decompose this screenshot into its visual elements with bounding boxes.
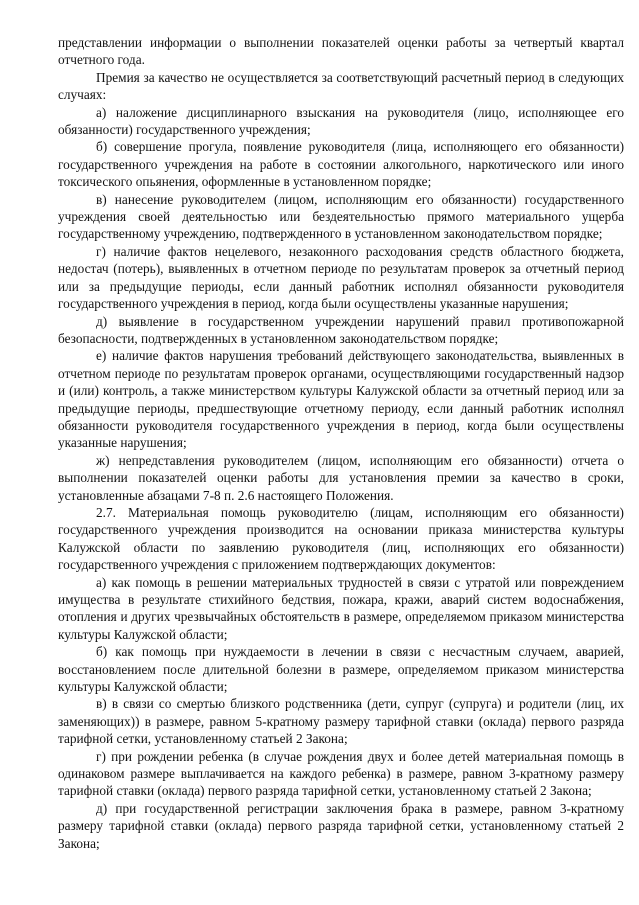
list-item-b: б) совершение прогула, появление руководителя (лица, исполняющего его обязанности) государственного учреждения на работе в состоянии алкогольного, наркотического или иного токсического опьянения, оформленные в установленном порядке; bbox=[58, 139, 624, 190]
document-page bbox=[58, 34, 624, 852]
list-item-v: в) нанесение руководителем (лицом, исполняющим его обязанности) государственного учреждения своей деятельностью или бездеятельностью прямого материального ущерба государственному учреждению, подтвержденного в установленном законодательством порядке; bbox=[58, 191, 624, 242]
list-item-a: а) наложение дисциплинарного взыскания на руководителя (лицо, исполняющее его обязанности) государственного учреждения; bbox=[58, 104, 624, 138]
list-item-e: е) наличие фактов нарушения требований действующего законодательства, выявленных в отчетном периоде по результатам проверок органами, осуществляющими государственный надзор и (или) контроль, а также министерством культуры Калужской области за отчетный период или за предыдущие периоды, предшествующие отчетному периоду, если данный работник исполнял обязанности руководителя государственного учреждения в период, когда были осуществлены указанные нарушения; bbox=[58, 348, 624, 451]
aid-item-v: в) в связи со смертью близкого родственника (дети, супруг (супруга) и родители (лиц, их заменяющих)) в размере, равном 5-кратному размеру тарифной ставки (оклада) первого разряда тарифной сетки, установленному статьей 2 Закона; bbox=[58, 696, 624, 747]
list-item-g: г) наличие фактов нецелевого, незаконного расходования средств областного бюджета, недостач (потерь), выявленных в отчетном периоде по результатам проверок за отчетный период или за предыдущие периоды, если данный работник исполнял обязанности руководителя государственного учреждения в период, когда были осуществлены указанные нарушения; bbox=[58, 243, 624, 312]
paragraph-continuation: представлении информации о выполнении показателей оценки работы за четвертый квартал отчетного года. bbox=[58, 35, 624, 68]
aid-item-g: г) при рождении ребенка (в случае рождения двух и более детей материальная помощь в одинаковом размере выплачивается на каждого ребенка) в размере, равном 3-кратному размеру тарифной ставки (оклада) первого разряда тарифной сетки, установленному статьей 2 Закона; bbox=[58, 748, 624, 799]
aid-item-a: а) как помощь в решении материальных трудностей в связи с утратой или повреждением имущества в результате стихийного бедствия, пожара, кражи, аварий систем водоснабжения, отопления и других чрезвычайных обстоятельств в размере, определяемом приказом министерства культуры Калужской области; bbox=[58, 574, 624, 642]
aid-item-b: б) как помощь при нуждаемости в лечении в связи с несчастным случаем, аварией, восстановлением после длительной болезни в размере, определяемом приказом министерства культуры Калужской области; bbox=[58, 644, 624, 695]
list-item-zh: ж) непредставления руководителем (лицом, исполняющим его обязанности) отчета о выполнении показателей оценки работы для установления премии за качество в сроки, установленные абзацами 7-8 п. 2.6 настоящего Положения. bbox=[58, 452, 624, 503]
section-2-7-paragraph: 2.7. Материальная помощь руководителю (лицам, исполняющим его обязанности) государственного учреждения производится на основании приказа министерства культуры Калужской области по заявлению руководителя (лиц, исполняющих его обязанности) государственного учреждения с приложением подтверждающих документов: bbox=[58, 504, 624, 573]
paragraph-bonus-exclusions-intro: Премия за качество не осуществляется за соответствующий расчетный период в следующих случаях: bbox=[58, 69, 624, 103]
list-item-d: д) выявление в государственном учреждении нарушений правил противопожарной безопасности, подтвержденных в установленном законодательством порядке; bbox=[58, 313, 624, 346]
aid-item-d: д) при государственной регистрации заключения брака в размере, равном 3-кратному размеру тарифной ставки (оклада) первого разряда тарифной сетки, установленному статьей 2 Закона; bbox=[58, 800, 624, 851]
